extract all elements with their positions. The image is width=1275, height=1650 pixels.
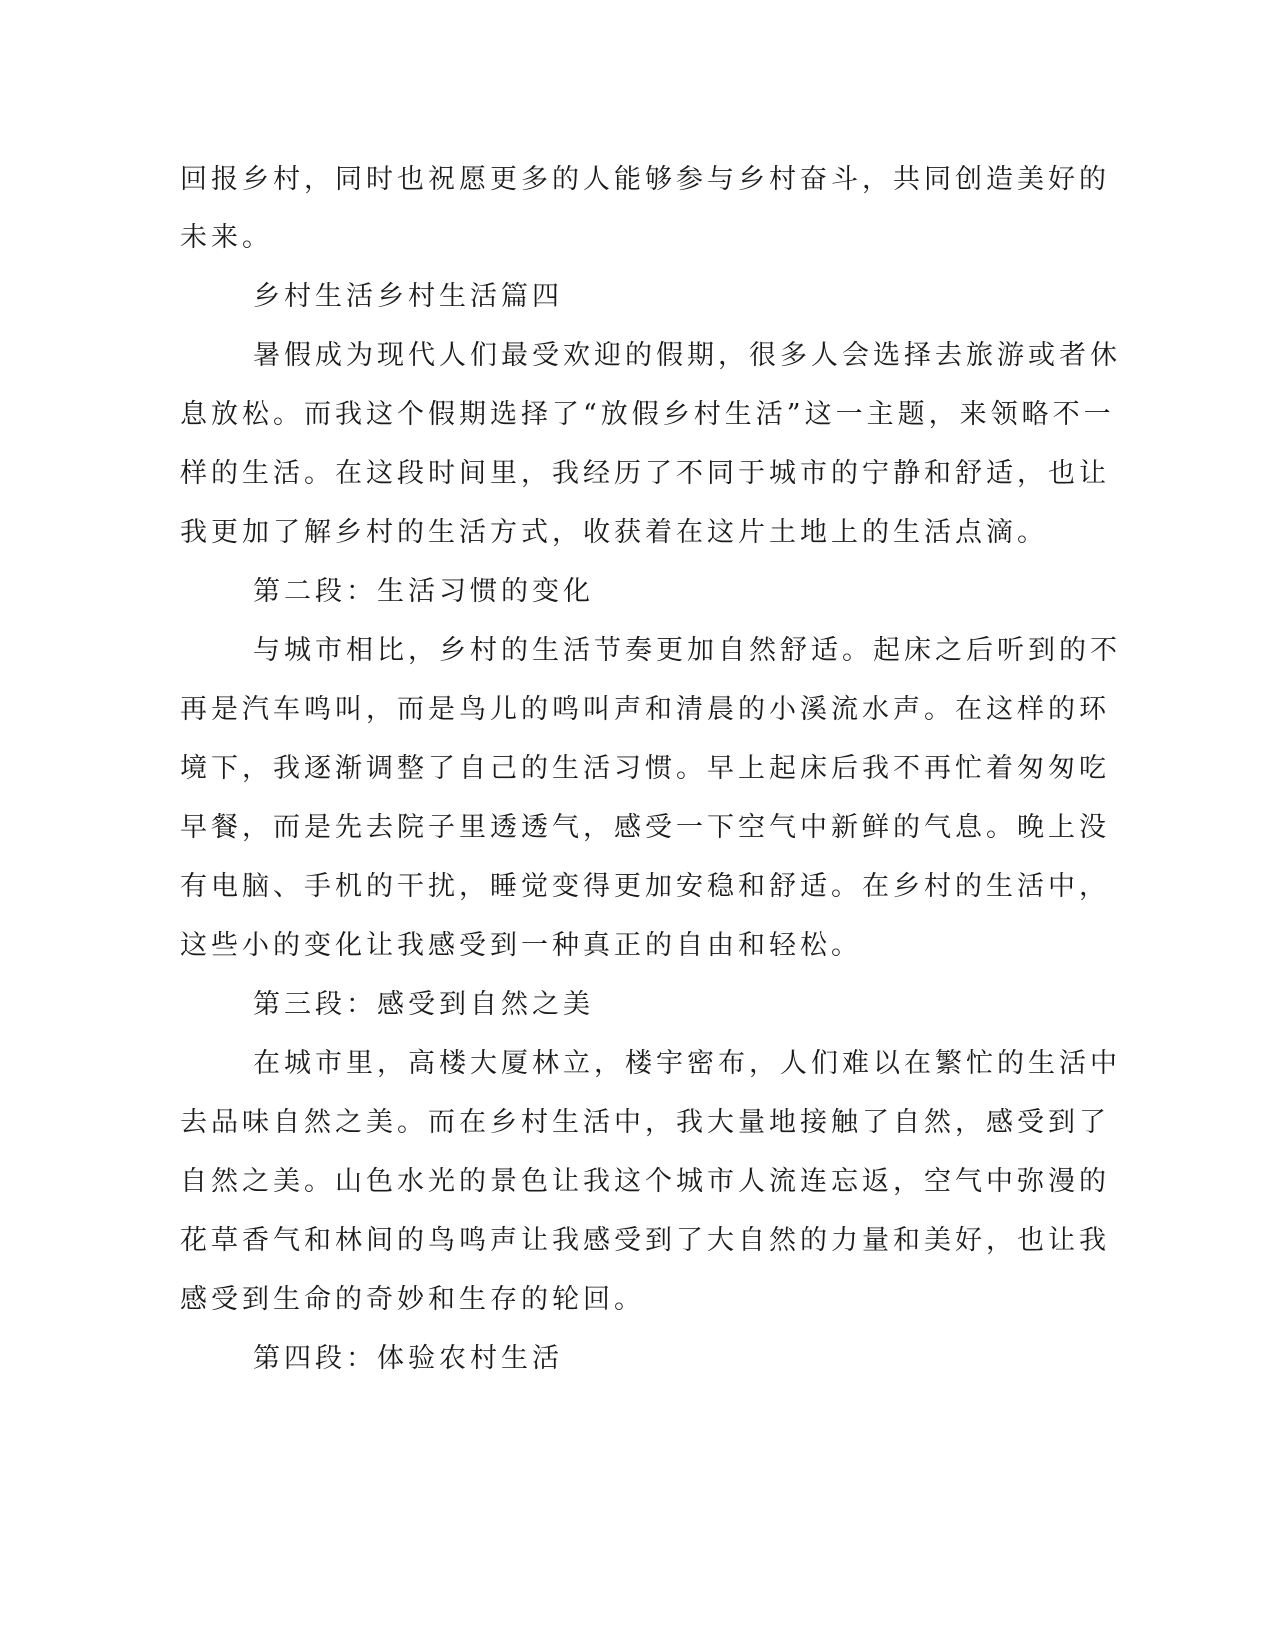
section-heading: 第二段：生活习惯的变化	[253, 576, 594, 607]
text-line: 暑假成为现代人们最受欢迎的假期，很多人会选择去旅游或者休	[253, 340, 1121, 371]
text-line: 有电脑、手机的干扰，睡觉变得更加安稳和舒适。在乡村的生活中，	[180, 871, 1110, 902]
text-line: 感受到生命的奇妙和生存的轮回。	[180, 1284, 645, 1315]
text-line: 在城市里，高楼大厦林立，楼宇密布，人们难以在繁忙的生活中	[253, 1048, 1121, 1079]
text-line: 自然之美。山色水光的景色让我这个城市人流连忘返，空气中弥漫的	[180, 1166, 1110, 1197]
text-line: 境下，我逐渐调整了自己的生活习惯。早上起床后我不再忙着匆匆吃	[180, 753, 1110, 784]
text-line: 这些小的变化让我感受到一种真正的自由和轻松。	[180, 930, 862, 961]
text-line: 花草香气和林间的鸟鸣声让我感受到了大自然的力量和美好，也让我	[180, 1225, 1110, 1256]
text-line: 我更加了解乡村的生活方式，收获着在这片土地上的生活点滴。	[180, 517, 1048, 548]
section-heading: 乡村生活乡村生活篇四	[253, 281, 563, 312]
text-line: 去品味自然之美。而在乡村生活中，我大量地接触了自然，感受到了	[180, 1107, 1110, 1138]
text-line: 早餐，而是先去院子里透透气，感受一下空气中新鲜的气息。晚上没	[180, 812, 1110, 843]
text-line: 息放松。而我这个假期选择了“放假乡村生活”这一主题，来领略不一	[180, 399, 1115, 430]
section-heading: 第三段：感受到自然之美	[253, 989, 594, 1020]
text-line: 样的生活。在这段时间里，我经历了不同于城市的宁静和舒适，也让	[180, 458, 1110, 489]
text-line: 未来。	[180, 222, 273, 253]
text-line: 回报乡村，同时也祝愿更多的人能够参与乡村奋斗，共同创造美好的	[180, 164, 1110, 195]
section-heading: 第四段：体验农村生活	[253, 1343, 563, 1374]
text-line: 再是汽车鸣叫，而是鸟儿的鸣叫声和清晨的小溪流水声。在这样的环	[180, 694, 1110, 725]
text-line: 与城市相比，乡村的生活节奏更加自然舒适。起床之后听到的不	[253, 635, 1121, 666]
